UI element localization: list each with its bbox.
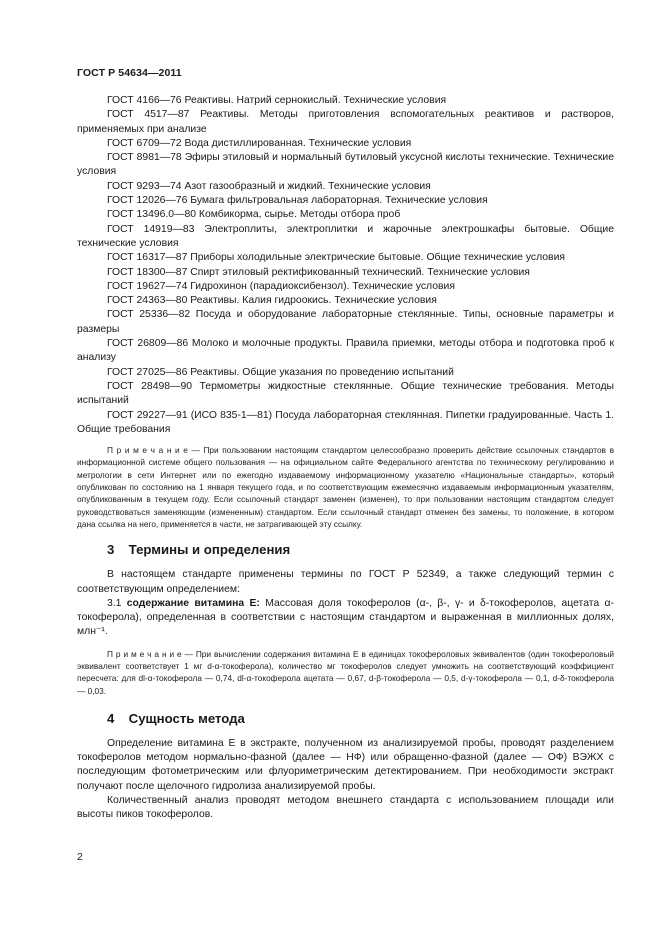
reference-item: ГОСТ 28498—90 Термометры жидкостные стеклянные. Общие технические требования. Методы испытаний: [77, 380, 614, 407]
reference-item: ГОСТ 16317—87 Приборы холодильные электрические бытовые. Общие технические условия: [107, 252, 566, 264]
section-title: Сущность метода: [128, 710, 245, 726]
section-number: 4: [107, 710, 115, 726]
section-4-heading: [107, 711, 614, 726]
term-name: содержание витамина Е:: [126, 597, 260, 609]
reference-item: ГОСТ 4517—87 Реактивы. Методы приготовления вспомогательных реактивов и растворов, применяемых при анализе: [77, 109, 614, 135]
page-number: 2: [77, 851, 83, 863]
reference-item: ГОСТ 25336—82 Посуда и оборудование лабораторные стеклянные. Типы, основные параметры и размеры: [77, 309, 614, 335]
section-4-paragraph-1: Определение витамина Е в экстракте, полученном из анализируемой пробы, проводят разделением токоферолов методом нормально-фазной (далее — НФ) или обращенно-фазной (далее — ОФ) ВЭЖХ с последующим фотометрическим или флуориметрическим детектированием. При необходимости экстракт получают после щелочного гидролиза анализируемой пробы.: [77, 737, 614, 792]
section-4-paragraph-2: Количественный анализ проводят методом внешнего стандарта с использованием площади или высоты пиков токоферолов.: [77, 795, 614, 821]
reference-item: ГОСТ 18300—87 Спирт этиловый ректификованный технический. Технические условия: [107, 266, 530, 278]
section-3-intro: В настоящем стандарте применены термины по ГОСТ Р 52349, а также следующий термин с соответствующим определением:: [77, 569, 614, 595]
section-title: Термины и определения: [128, 542, 291, 558]
term-definition: Массовая доля токоферолов (α-, β-, γ- и δ-токоферолов, ацетата α-токоферола), определенная в соответствии с настоящим стандартом и выраженная в миллионных долях, млн⁻¹.: [77, 597, 614, 638]
section-number: 3: [107, 542, 115, 558]
reference-item: ГОСТ 9293—74 Азот газообразный и жидкий. Технические условия: [107, 180, 431, 192]
reference-item: ГОСТ 14919—83 Электроплиты, электроплитки и жарочные электрошкафы бытовые. Общие технические условия: [77, 223, 614, 249]
document-header: ГОСТ Р 54634—2011: [77, 67, 182, 79]
reference-item: ГОСТ 27025—86 Реактивы. Общие указания по проведению испытаний: [107, 366, 454, 378]
term-number: 3.1: [107, 597, 122, 609]
reference-item: ГОСТ 13496.0—80 Комбикорма, сырье. Методы отбора проб: [107, 209, 401, 221]
reference-item: ГОСТ 24363—80 Реактивы. Калия гидроокись. Технические условия: [107, 295, 437, 307]
term-note: П р и м е ч а н и е — При вычислении содержания витамина Е в единицах токофероловых эквивалентов (один токофероловый эквивалент соответствует 1 мг d-α-токоферола), количество мг токоферолов следует умножить на соответствующий коэффициент пересчета: для dl-α-токоферола — 0,74, dl-α-токоферола ацетата — 0,67, d-β-токоферола — 0,5, d-γ-токоферола — 0,1, d-δ-токоферола — 0,03.: [77, 648, 614, 696]
reference-item: ГОСТ 12026—76 Бумага фильтровальная лабораторная. Технические условия: [107, 195, 488, 207]
reference-item: ГОСТ 19627—74 Гидрохинон (парадиоксибензол). Технические условия: [107, 280, 455, 292]
page-content: [77, 94, 614, 823]
term-3-1: [77, 597, 614, 640]
reference-item: ГОСТ 26809—86 Молоко и молочные продукты. Правила приемки, методы отбора и подготовка проб к анализу: [77, 338, 614, 364]
reference-item: ГОСТ 6709—72 Вода дистиллированная. Технические условия: [107, 137, 412, 149]
reference-item: ГОСТ 29227—91 (ИСО 835-1—81) Посуда лабораторная стеклянная. Пипетки градуированные. Часть 1. Общие требования: [77, 409, 614, 435]
section-3-heading: [107, 542, 614, 557]
reference-item: ГОСТ 8981—78 Эфиры этиловый и нормальный бутиловый уксусной кислоты технические. Технические условия: [77, 152, 614, 178]
reference-item: ГОСТ 4166—76 Реактивы. Натрий сернокислый. Технические условия: [107, 95, 447, 106]
references-note: П р и м е ч а н и е — При пользовании настоящим стандартом целесообразно проверить действие ссылочных стандартов в информационной системе общего пользования — на официальном сайте Федерального агентства по техническому регулированию и метрологии в сети Интернет или по ежегодно издаваемому информационному указателю «Национальные стандарты», который опубликован по состоянию на 1 января текущего года, и по соответствующим ежемесячно издаваемым информационным указателям, опубликованным в текущем году. Если ссылочный стандарт заменен (изменен), то при пользовании настоящим стандартом следует руководствоваться заменяющим (измененным) стандартом. Если ссылочный стандарт отменен без замены, то положение, в котором дана ссылка на него, применяется в части, не затрагивающей эту ссылку.: [77, 445, 614, 529]
normative-references-list: [77, 94, 614, 437]
